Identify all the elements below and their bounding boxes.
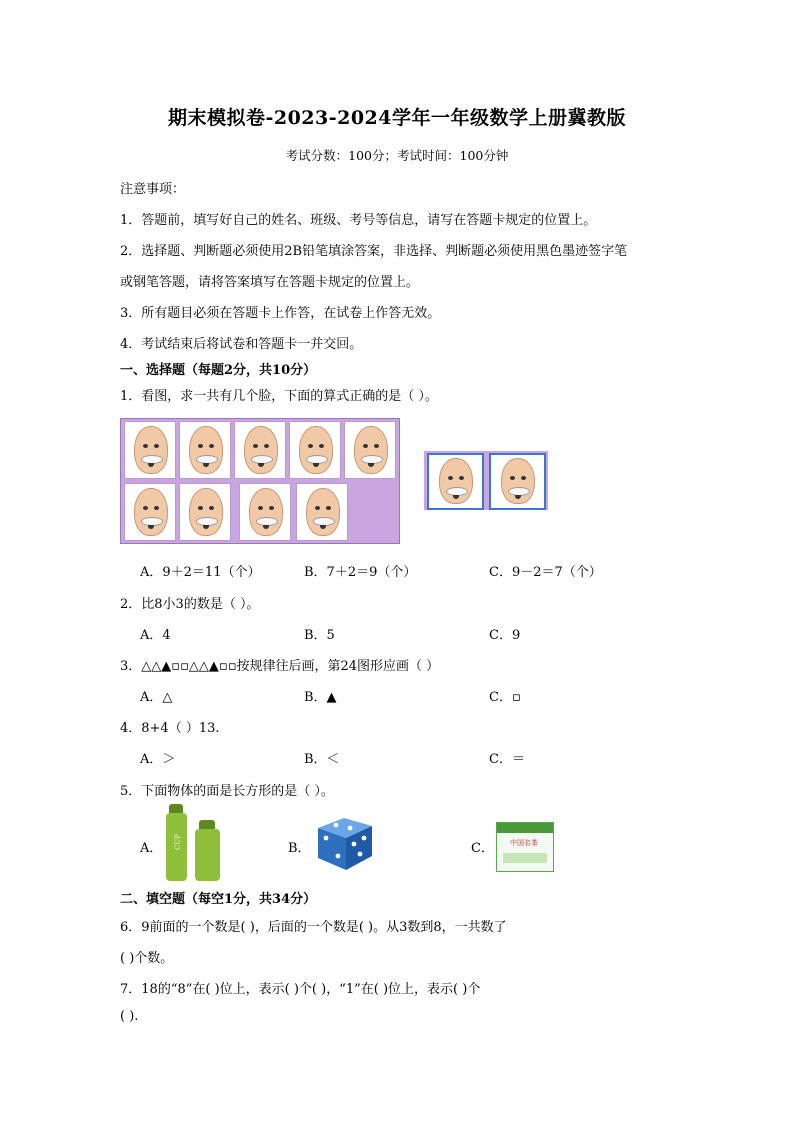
option-a: A．9＋2＝11（个） <box>140 565 261 580</box>
exam-info: 考试分数：100分；考试时间：100分钟 <box>285 148 509 163</box>
note-item: 或钢笔答题，请将答案填写在答题卡规定的位置上。 <box>120 275 420 290</box>
faces-group-9 <box>120 418 400 544</box>
face-image <box>296 483 348 541</box>
question-2: 2．比8小3的数是（ ）。 <box>120 597 260 612</box>
bottle-label: CUP <box>173 834 182 850</box>
option-a: A．＞ <box>140 752 176 767</box>
question-4: 4．8+4（ ）13. <box>120 721 220 736</box>
option-c: C．▫ <box>489 690 521 705</box>
question-6-cont: ( )个数。 <box>120 951 174 966</box>
face-image <box>234 421 286 479</box>
note-item: 1．答题前，填写好自己的姓名、班级、考号等信息，请写在答题卡规定的位置上。 <box>120 213 597 228</box>
question-7: 7．18的“8”在( )位上，表示( )个( )，“1”在( )位上，表示( )个 <box>120 982 481 997</box>
option-a: A．4 <box>140 628 171 643</box>
option-b: B． <box>288 841 311 856</box>
question-6: 6．9前面的一个数是( )，后面的一个数是( )。从3数到8，一共数了 <box>120 920 507 935</box>
question-5: 5．下面物体的面是长方形的是（ ）。 <box>120 784 334 799</box>
dice-image <box>314 814 376 872</box>
option-c: C．9－2＝7（个） <box>489 565 602 580</box>
note-item: 2．选择题、判断题必须使用2B铅笔填涂答案，非选择、判断题必须使用黑色墨迹签字笔 <box>120 244 628 259</box>
page-title: 期末模拟卷-2023-2024学年一年级数学上册冀教版 <box>167 107 627 129</box>
option-b: B．＜ <box>304 752 340 767</box>
face-image <box>427 453 484 510</box>
face-image <box>179 421 231 479</box>
faces-group-2 <box>424 451 548 510</box>
face-image <box>289 421 341 479</box>
option-a: A． <box>140 841 163 856</box>
face-image <box>489 453 546 510</box>
note-item: 3．所有题目必须在答题卡上作答，在试卷上作答无效。 <box>120 306 441 321</box>
face-image <box>239 483 291 541</box>
bottle-small <box>195 829 220 881</box>
tea-box-label: 中国名茶 <box>510 839 538 847</box>
question-3: 3．△△▲▫▫△△▲▫▫按规律往后画，第24图形应画（ ） <box>120 659 440 674</box>
section-heading-choice: 一、选择题（每题2分，共10分） <box>120 363 317 378</box>
note-item: 4．考试结束后将试卷和答题卡一并交回。 <box>120 337 363 352</box>
section-heading-fill: 二、填空题（每空1分，共34分） <box>120 892 317 907</box>
option-c: C． <box>471 841 494 856</box>
option-c: C．9 <box>489 628 521 643</box>
option-c: C．＝ <box>489 752 525 767</box>
face-image <box>179 483 231 541</box>
question-1: 1．看图，求一共有几个脸，下面的算式正确的是（ ）。 <box>120 389 438 404</box>
option-b: B．5 <box>304 628 335 643</box>
question-7-cont: ( ). <box>120 1009 139 1024</box>
face-image <box>124 483 176 541</box>
option-b: B．7＋2＝9（个） <box>304 565 417 580</box>
notes-heading: 注意事项： <box>120 182 186 197</box>
face-image <box>124 421 176 479</box>
face-image <box>344 421 396 479</box>
tea-box-image <box>496 822 554 872</box>
option-b: B．▲ <box>304 690 337 705</box>
option-a: A．△ <box>140 690 173 705</box>
